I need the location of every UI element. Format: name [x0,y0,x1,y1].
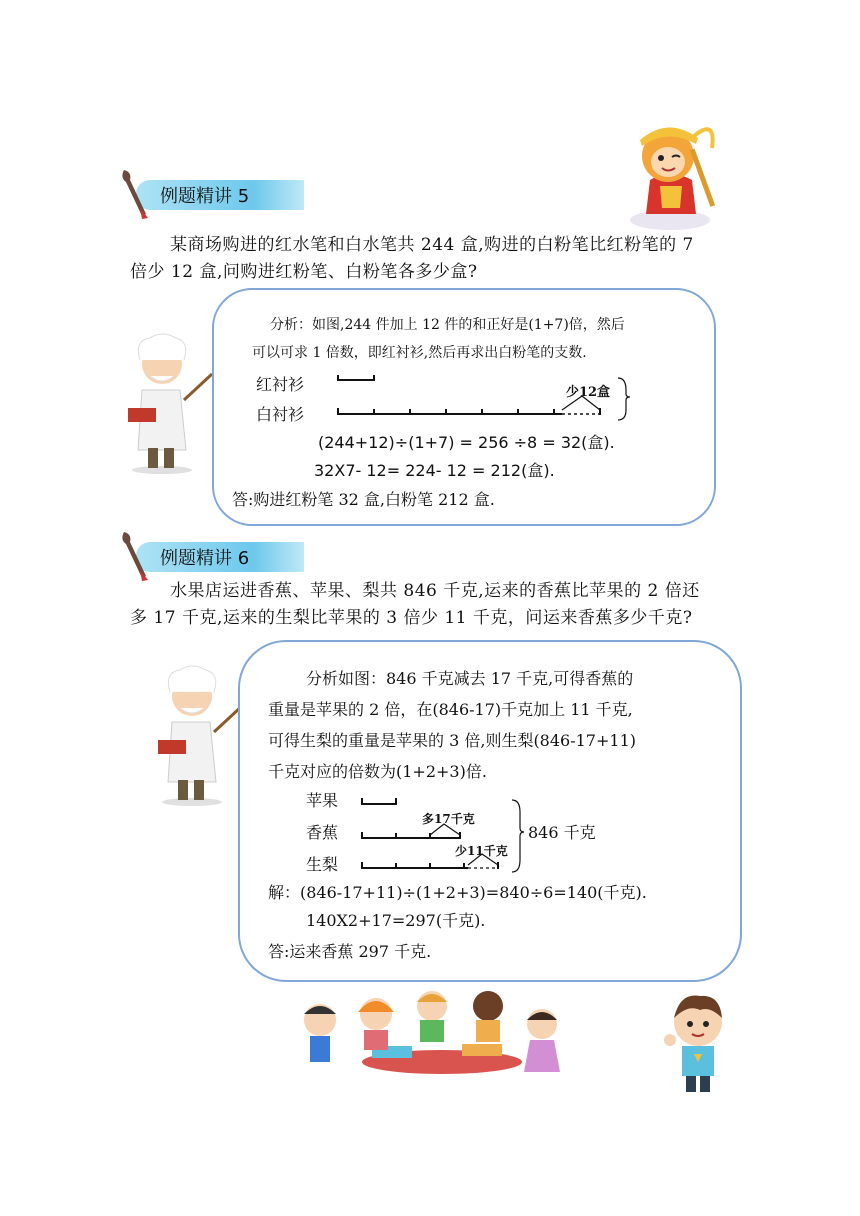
analysis-line: 千克对应的倍数为(1+2+3)倍. [268,762,487,781]
paintbrush-icon [118,168,156,220]
label-red-shirt: 红衬衫 [256,375,305,394]
problem-line: 某商场购进的红水笔和白水笔共 244 盒,购进的白粉笔比红粉笔的 7 [170,235,694,255]
monkey-king-illustration [620,108,720,232]
boy-illustration [660,988,736,1096]
children-reading-illustration [292,984,582,1084]
calc-line: (244+12)÷(1+7) = 256 ÷8 = 32(盒). [318,433,615,452]
answer-line: 答:运来香蕉 297 千克. [268,942,432,961]
analysis-line: 可以可求 1 倍数，即红衬衫,然后再求出白粉笔的支数. [252,345,587,361]
diagram-total: 846 千克 [528,823,596,842]
professor-illustration [150,662,245,807]
problem-line: 水果店运进香蕉、苹果、梨共 846 千克,运来的香蕉比苹果的 2 倍还 [170,581,700,601]
example-5-title: 例题精讲 5 [160,186,250,207]
label-apple: 苹果 [306,791,339,810]
calc-line: 140X2+17=297(千克). [306,911,486,930]
calc-line: 32X7- 12= 224- 12 = 212(盒). [314,461,555,480]
problem-line: 多 17 千克,运来的生梨比苹果的 3 倍少 11 千克，问运来香蕉多少千克? [130,608,693,628]
professor-illustration [120,330,215,475]
segment-diagram-6 [356,790,536,874]
problem-line: 倍少 12 盒,问购进红粉笔、白粉笔各多少盒? [130,262,478,282]
segment-diagram-5 [330,370,640,430]
example-5-problem [130,232,790,286]
diagram-note-more-17: 多17千克 [422,812,475,826]
example-6-banner [118,538,318,574]
label-pear: 生梨 [306,855,339,874]
analysis-line: 分析：如图,244 件加上 12 件的和正好是(1+7)倍，然后 [270,317,625,333]
analysis-line: 重量是苹果的 2 倍，在(846-17)千克加上 11 千克, [268,700,633,719]
calc-line: 解：(846-17+11)÷(1+2+3)=840÷6=140(千克). [268,883,647,902]
example-6-problem [130,578,810,632]
example-6-title: 例题精讲 6 [160,548,250,569]
answer-line: 答:购进红粉笔 32 盒,白粉笔 212 盒. [232,490,495,509]
analysis-line: 分析如图：846 千克减去 17 千克,可得香蕉的 [306,669,634,688]
analysis-line: 可得生梨的重量是苹果的 3 倍,则生梨(846-17+11) [268,731,636,750]
label-banana: 香蕉 [306,823,339,842]
paintbrush-icon [118,530,156,582]
example-5-banner [118,176,318,212]
label-white-shirt: 白衬衫 [256,405,305,424]
diagram-note-less-11: 少11千克 [455,844,508,858]
diagram-note-less-12: 少12盒 [566,385,611,400]
